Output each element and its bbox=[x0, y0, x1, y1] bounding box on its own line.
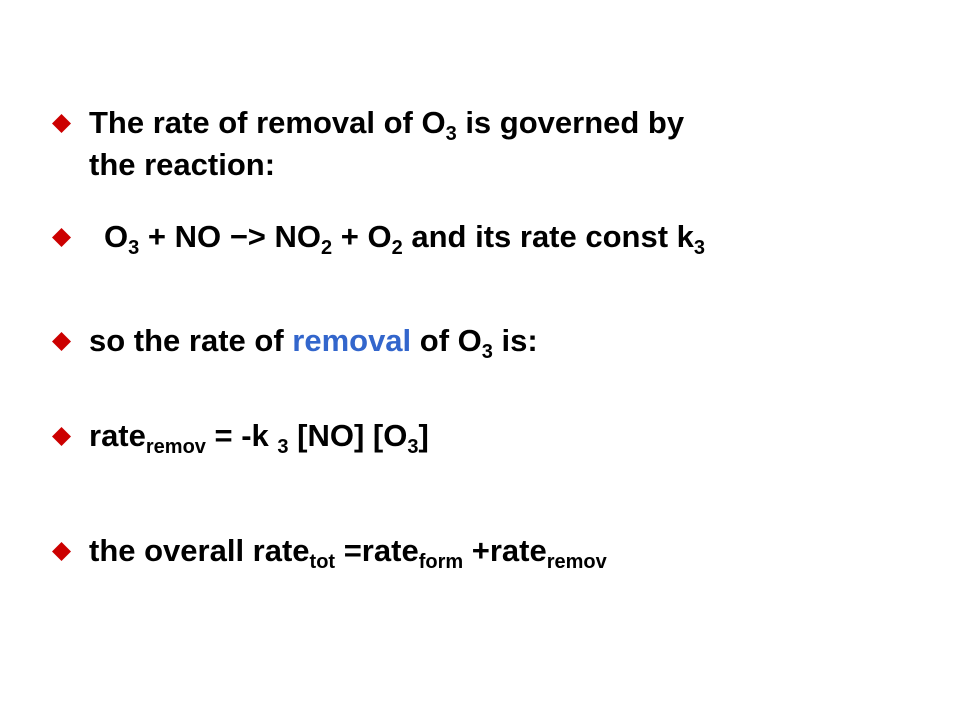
bullet-text bbox=[89, 415, 429, 457]
text-segment: is: bbox=[492, 323, 538, 358]
subscript: 3 bbox=[445, 123, 457, 145]
bullet-text bbox=[89, 102, 684, 186]
text-segment: O bbox=[104, 219, 129, 254]
text-segment: so the rate of bbox=[89, 323, 293, 358]
text-segment: =rate bbox=[335, 533, 419, 568]
diamond-bullet-icon bbox=[52, 332, 71, 351]
text-segment: of O bbox=[411, 323, 482, 358]
subscript: 2 bbox=[321, 237, 333, 259]
diamond-bullet-icon bbox=[52, 228, 71, 247]
text-segment: +rate bbox=[463, 533, 547, 568]
subscript: 3 bbox=[481, 341, 493, 363]
text-segment: + NO bbox=[139, 219, 230, 254]
text-segment: rate bbox=[89, 418, 146, 453]
text-segment: = -k bbox=[205, 418, 278, 453]
subscript: 3 bbox=[407, 436, 419, 458]
diamond-bullet-icon bbox=[52, 427, 71, 446]
text-segment: ] bbox=[418, 418, 429, 453]
bullet-text bbox=[104, 216, 705, 258]
arrow-symbol: −> bbox=[229, 219, 266, 254]
diamond-bullet-icon bbox=[52, 114, 71, 133]
subscript: 3 bbox=[693, 237, 706, 259]
line-1 bbox=[89, 102, 684, 144]
bullet-text bbox=[89, 530, 607, 572]
text-segment: [NO] [O bbox=[288, 418, 408, 453]
line-2: the reaction: bbox=[89, 147, 276, 182]
text-segment: is governed by bbox=[456, 105, 685, 140]
text-segment: + O bbox=[332, 219, 392, 254]
highlighted-word: removal bbox=[292, 323, 412, 358]
subscript: remov bbox=[145, 436, 206, 458]
subscript: 2 bbox=[391, 237, 403, 259]
diamond-bullet-icon bbox=[52, 542, 71, 561]
subscript: 3 bbox=[277, 436, 289, 458]
text-segment: and its rate const k bbox=[402, 219, 694, 254]
subscript: tot bbox=[309, 551, 336, 573]
subscript: form bbox=[418, 551, 464, 573]
text-segment: the overall rate bbox=[89, 533, 310, 568]
bullet-text bbox=[89, 320, 538, 362]
subscript: remov bbox=[546, 551, 607, 573]
text-segment: NO bbox=[265, 219, 322, 254]
text-segment: The rate of removal of O bbox=[89, 105, 446, 140]
subscript: 3 bbox=[128, 237, 140, 259]
